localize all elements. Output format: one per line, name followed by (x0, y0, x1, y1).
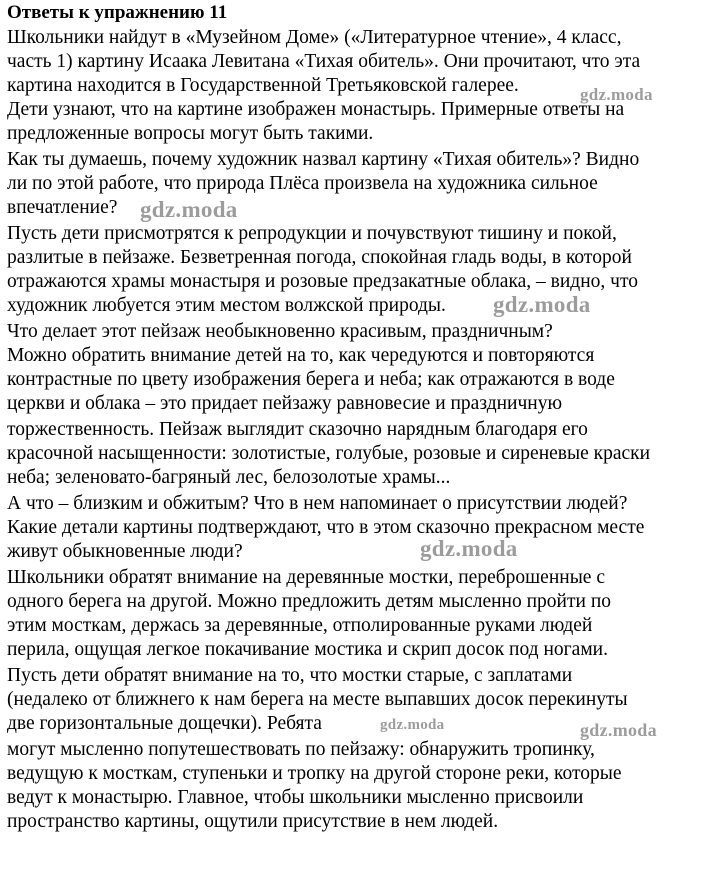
text-line: церкви и облака – это придает пейзажу равновесие и праздничную (7, 393, 563, 414)
text-line: Что делает этот пейзаж необыкновенно красивым, праздничным? (7, 321, 553, 342)
watermark: gdz.moda (493, 292, 591, 317)
text-line: ведущую к мосткам, ступеньки и тропку на другой стороне реки, которые (7, 763, 622, 784)
text-line: могут мысленно попутешествовать по пейзажу: обнаружить тропинку, (7, 739, 595, 760)
text-line: часть 1) картину Исаака Левитана «Тихая обитель». Они прочитают, что эта (7, 51, 641, 72)
text-line: перила, ощущая легкое покачивание мостика и скрип досок под ногами. (7, 639, 608, 660)
text-line: впечатление? (7, 197, 118, 218)
watermark: gdz.moda (580, 720, 657, 740)
text-line: Как ты думаешь, почему художник назвал картину «Тихая обитель»? Видно (7, 149, 640, 170)
text-line: живут обыкновенные люди? (7, 541, 243, 562)
text-line: Какие детали картины подтверждают, что в этом сказочно прекрасном месте (7, 517, 645, 538)
text-line: отражаются храмы монастыря и розовые предзакатные облака, – видно, что (7, 271, 638, 292)
text-line: Школьники обратят внимание на деревянные мостки, переброшенные с (7, 567, 605, 588)
text-line: две горизонтальные дощечки). Ребята (7, 713, 322, 734)
text-line: Можно обратить внимание детей на то, как чередуются и повторяются (7, 345, 595, 366)
document-title: Ответы к упражнению 11 (7, 2, 228, 23)
text-line: разлитые в пейзаже. Безветренная погода, спокойная гладь воды, в которой (7, 247, 632, 268)
text-line: художник любуется этим местом волжской природы. (7, 295, 446, 316)
watermark: gdz.moda (420, 536, 518, 561)
text-line: контрастные по цвету изображения берега и неба; как отражаются в воде (7, 369, 615, 390)
text-line: ли по этой работе, что природа Плёса произвела на художника сильное (7, 173, 598, 194)
text-line: одного берега на другой. Можно предложить детям мысленно пройти по (7, 591, 612, 612)
text-line: картина находится в Государственной Третьяковской галерее. (7, 75, 519, 96)
text-line: этим мосткам, держась за деревянные, отполированные руками людей (7, 615, 593, 636)
watermark: gdz.moda (580, 85, 653, 104)
text-line: А что – близким и обжитым? Что в нем напоминает о присутствии людей? (7, 493, 628, 514)
text-line: ведут к монастырю. Главное, чтобы школьники мысленно присвоили (7, 787, 584, 808)
watermark: gdz.moda (380, 717, 445, 733)
text-line: Школьники найдут в «Музейном Доме» («Литературное чтение», 4 класс, (7, 27, 622, 48)
text-line: красочной насыщенности: золотистые, голубые, розовые и сиреневые краски (7, 443, 651, 464)
watermark: gdz.moda (140, 197, 238, 222)
text-line: торжественность. Пейзаж выглядит сказочно нарядным благодаря его (7, 419, 588, 440)
text-line: Пусть дети присмотрятся к репродукции и почувствуют тишину и покой, (7, 223, 617, 244)
text-line: Пусть дети обратят внимание на то, что мостки старые, с заплатами (7, 665, 573, 686)
text-line: (недалеко от ближнего к нам берега на месте выпавших досок перекинуты (7, 689, 628, 710)
text-line: пространство картины, ощутили присутствие в нем людей. (7, 811, 499, 832)
text-line: предложенные вопросы могут быть такими. (7, 123, 374, 144)
text-line: Дети узнают, что на картине изображен монастырь. Примерные ответы на (7, 99, 625, 120)
text-line: неба; зеленовато-багряный лес, белозолотые храмы... (7, 467, 451, 488)
